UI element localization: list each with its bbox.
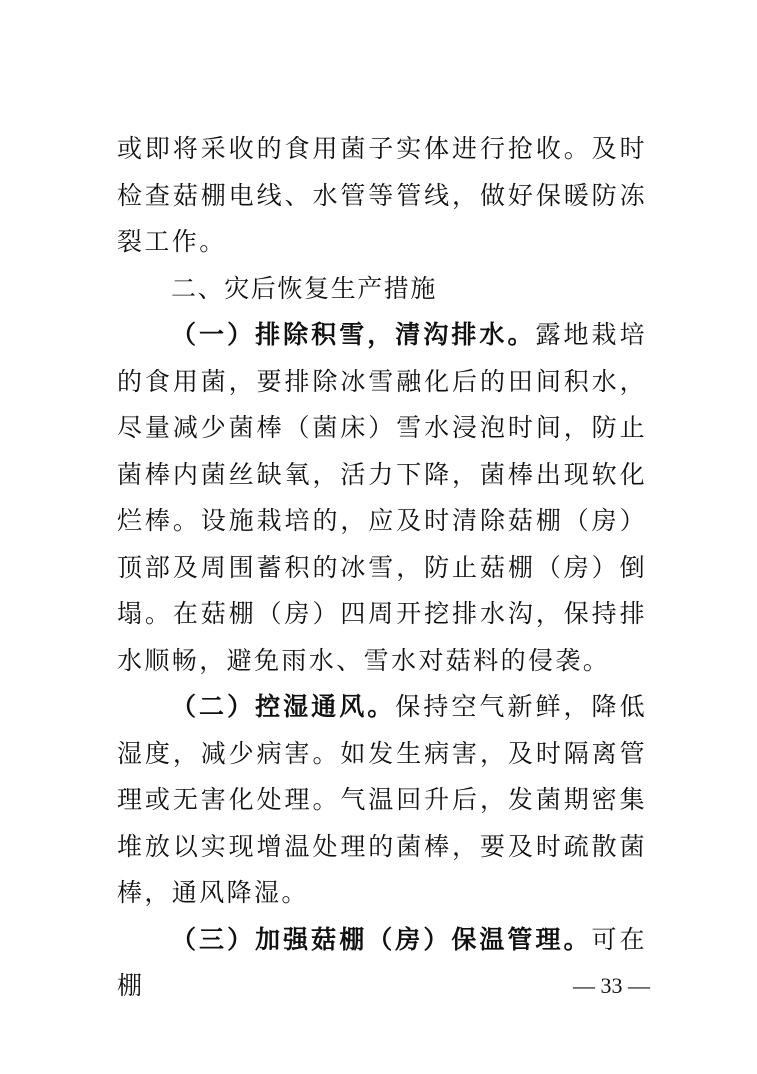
body-text [117,126,647,1010]
paragraph-text: 保持空气新鲜，降低湿度，减少病害。如发生病害，及时隔离管理或无害化处理。气温回升后，发菌期密集堆放以实现增温处理的菌棒，要及时疏散菌棒，通风降湿。 [117,692,647,907]
paragraph-lead: （一）排除积雪，清沟排水。 [171,320,536,349]
paragraph-text: 露地栽培的食用菌，要排除冰雪融化后的田间积水，尽量减少菌棒（菌床）雪水浸泡时间，防止菌棒内菌丝缺氧，活力下降，菌棒出现软化烂棒。设施栽培的，应及时清除菇棚（房）顶部及周围蓄积的冰雪，防止菇棚（房）倒塌。在菇棚（房）四周开挖排水沟，保持排水顺畅，避免雨水、雪水对菇料的侵袭。 [117,320,647,675]
paragraph-humidity-ventilation [117,684,647,917]
paragraph-lead: （三）加强菇棚（房）保温管理。 [171,924,592,954]
section-heading-text: 二、灾后恢复生产措施 [171,273,438,303]
paragraph-lead: （二）控湿通风。 [171,692,396,721]
paragraph-clear-snow [117,312,647,684]
paragraph-text: 可在棚 [117,924,647,1000]
paragraph-continuation [117,126,647,266]
page-number: — 33 — [573,973,650,998]
paragraph-text: 或即将采收的食用菌子实体进行抢收。及时检查菇棚电线、水管等管线，做好保暖防冻裂工作。 [117,134,647,256]
section-heading [117,266,647,313]
